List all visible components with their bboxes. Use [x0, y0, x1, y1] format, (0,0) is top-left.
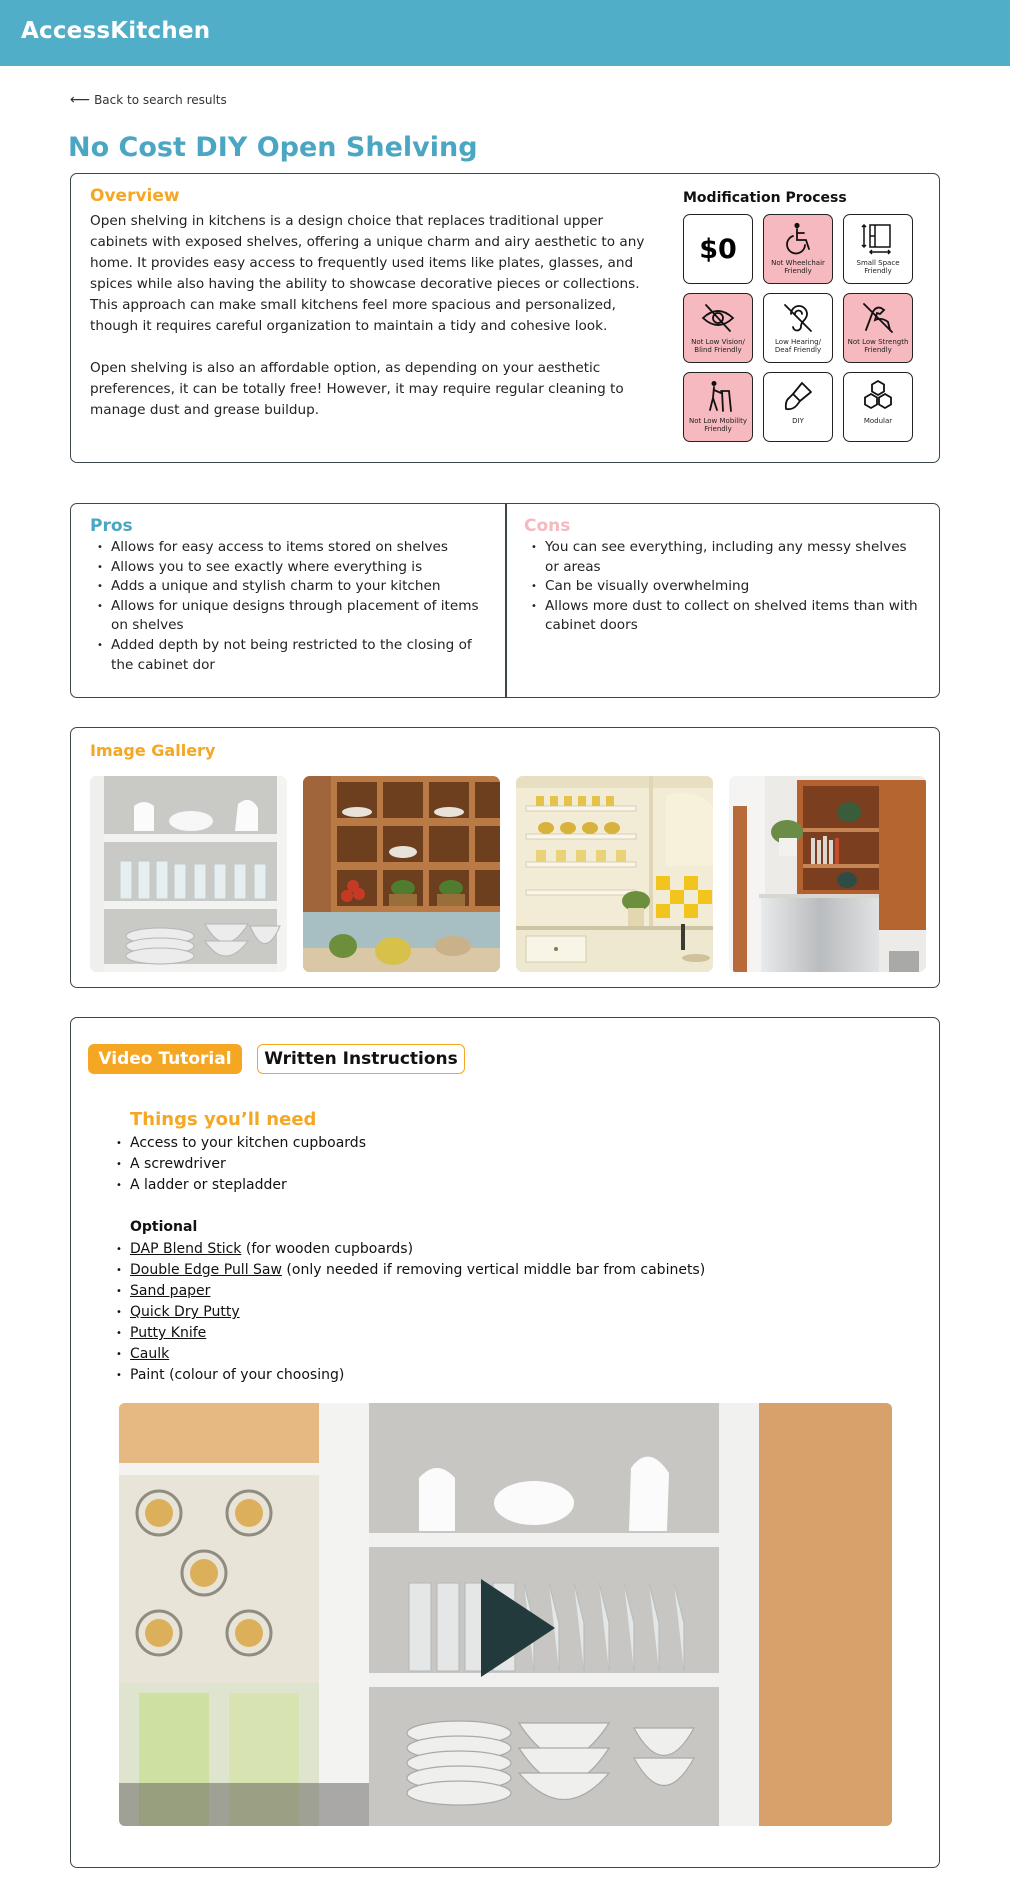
tutorial-card [70, 1017, 940, 1868]
list-item: • Allows you to see exactly where everything is [90, 558, 490, 578]
list-item: • You can see everything, including any messy shelves or areas [524, 538, 924, 577]
list-item: • Adds a unique and stylish charm to your kitchen [90, 577, 490, 597]
pros-column [90, 516, 490, 675]
gallery-image-cream-shelves[interactable] [516, 776, 713, 972]
tile-mobility [683, 372, 753, 442]
tile-wheelchair [763, 214, 833, 284]
tile-strength [843, 293, 913, 363]
back-link[interactable] [70, 92, 227, 108]
tile-hearing [763, 293, 833, 363]
list-item: • Can be visually overwhelming [524, 577, 924, 597]
top-bar [0, 0, 1010, 66]
modification-title: Modification Process [683, 190, 847, 206]
image-gallery-card [70, 727, 940, 988]
arm-strength-icon [860, 300, 896, 336]
tile-label: Not Wheelchair Friendly [771, 259, 825, 275]
overview-paragraph: Open shelving in kitchens is a design choice that replaces traditional upper cabinets with exposed shelves, offering a unique charm and airy aesthetic to any home. It provides easy access to frequently used items like plates, glasses, and spices while also having the ability to showcase decorative pieces or collections. This approach can make small kitchens feel more spacious and personalized, though it requires careful organization to maintain a tidy and cohesive look. [90, 213, 645, 334]
list-item [116, 1323, 705, 1344]
list-item [116, 1344, 705, 1365]
tile-label: Not Low Vision/ Blind Friendly [691, 338, 745, 354]
tile-diy [763, 372, 833, 442]
list-item: • Allows more dust to collect on shelved items than with cabinet doors [524, 597, 924, 636]
cost-value: $0 [699, 234, 737, 265]
tab-written-instructions[interactable]: Written Instructions [257, 1044, 465, 1074]
brand-logo[interactable]: AccessKitchen [21, 18, 211, 44]
paintbrush-icon [780, 379, 816, 415]
list-item: • A ladder or stepladder [116, 1175, 366, 1196]
list-item: • Allows for unique designs through placement of items on shelves [90, 597, 490, 636]
tile-small-space [843, 214, 913, 284]
back-link-label: Back to search results [94, 93, 227, 107]
tile-label: Not Low Mobility Friendly [689, 417, 747, 433]
link-sand-paper[interactable]: Sand paper [130, 1283, 211, 1299]
modification-grid [683, 214, 913, 442]
gallery-image-wood-cabinet[interactable] [729, 776, 926, 972]
list-item: • Paint (colour of your choosing) [116, 1365, 705, 1386]
ear-slash-icon [780, 300, 816, 336]
pros-list [90, 538, 490, 675]
divider [505, 504, 507, 697]
small-space-icon [860, 221, 896, 257]
list-item: • Access to your kitchen cupboards [116, 1133, 366, 1154]
tile-label: Modular [863, 417, 893, 425]
list-item: • Allows for easy access to items stored on shelves [90, 538, 490, 558]
tile-modular [843, 372, 913, 442]
gallery-image-wooden-cubbies[interactable] [303, 776, 500, 972]
link-dap-blend-stick[interactable]: DAP Blend Stick [130, 1241, 242, 1257]
list-item [116, 1302, 705, 1323]
overview-card [70, 173, 940, 463]
list-item: • Added depth by not being restricted to the closing of the cabinet dor [90, 636, 490, 675]
tile-label: Not Low Strength Friendly [847, 338, 909, 354]
overview-text [90, 211, 645, 442]
list-item: • A screwdriver [116, 1154, 366, 1175]
tab-video-tutorial[interactable]: Video Tutorial [88, 1044, 242, 1074]
cost-tile [683, 214, 753, 284]
link-putty-knife[interactable]: Putty Knife [130, 1325, 207, 1341]
optional-list [116, 1239, 705, 1386]
pros-heading: Pros [90, 516, 133, 536]
list-item: • Double Edge Pull Saw (only needed if removing vertical middle bar from cabinets) [116, 1260, 705, 1281]
tile-label: Low Hearing/ Deaf Friendly [774, 338, 822, 354]
optional-heading: Optional [130, 1219, 198, 1235]
list-item: • DAP Blend Stick (for wooden cupboards) [116, 1239, 705, 1260]
overview-paragraph: Open shelving is also an affordable option, as depending on your aesthetic preferences, it can be totally free! However, it may require regular cleaning to manage dust and grease buildup. [90, 360, 624, 418]
pros-cons-card [70, 503, 940, 698]
tile-low-vision [683, 293, 753, 363]
tile-label: Small Space Friendly [856, 259, 900, 275]
walker-icon [700, 379, 736, 415]
gallery-image-white-shelves[interactable] [90, 776, 287, 972]
link-double-edge-pull-saw[interactable]: Double Edge Pull Saw [130, 1262, 282, 1278]
cons-heading: Cons [524, 516, 571, 536]
arrow-left-icon: ⟵ [70, 92, 91, 108]
overview-heading: Overview [90, 186, 180, 206]
tile-label: DIY [792, 417, 804, 425]
list-item [116, 1281, 705, 1302]
gallery-heading: Image Gallery [90, 741, 216, 760]
link-caulk[interactable]: Caulk [130, 1346, 170, 1362]
things-needed-heading: Things you’ll need [130, 1109, 317, 1130]
page-title: No Cost DIY Open Shelving [68, 132, 478, 163]
eye-slash-icon [700, 300, 736, 336]
link-quick-dry-putty[interactable]: Quick Dry Putty [130, 1304, 240, 1320]
video-player[interactable] [119, 1403, 892, 1826]
wheelchair-icon [780, 221, 816, 257]
cons-column [524, 516, 924, 636]
cons-list [524, 538, 924, 636]
modular-icon [860, 379, 896, 415]
things-needed-list [116, 1133, 366, 1196]
